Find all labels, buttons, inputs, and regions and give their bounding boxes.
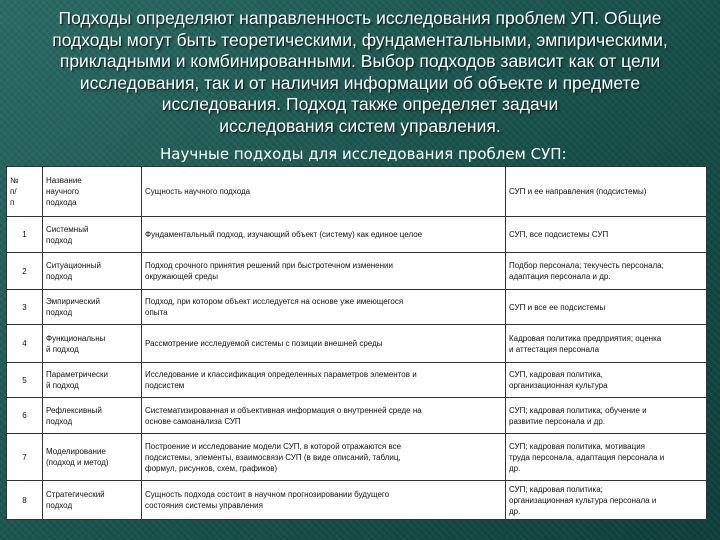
approach-essence-cell bbox=[142, 290, 506, 325]
table-subtitle: Научные подходы для исследования проблем СУП: bbox=[160, 145, 567, 163]
approach-essence-cell-text: Подход, при котором объект исследуется на основе уже имеющегося bbox=[145, 297, 404, 306]
header-essence-cell-text: Сущность научного подхода bbox=[145, 187, 251, 196]
sup-subsystems-cell-text: труда персонала, адаптация персонала и bbox=[509, 452, 665, 462]
approach-name-cell-text: Стратегический bbox=[46, 490, 105, 499]
approach-name-cell bbox=[43, 398, 142, 434]
row-number-cell: 8 bbox=[7, 481, 43, 520]
approach-name-cell-text: Функциональны bbox=[46, 333, 106, 343]
sup-subsystems-cell-text: адаптация персонала и др. bbox=[509, 272, 611, 281]
sup-subsystems-cell bbox=[506, 363, 707, 398]
approach-essence-cell bbox=[142, 434, 506, 481]
approach-name-cell bbox=[43, 217, 142, 253]
approach-essence-cell-text: Рассмотрение исследуемой системы с позиции внешней среды bbox=[145, 339, 383, 348]
table-header-row bbox=[7, 167, 707, 217]
sup-subsystems-cell-text: др. bbox=[509, 506, 521, 516]
approach-name-cell-text: Параметрически bbox=[46, 370, 108, 379]
approach-name-cell-text: Ситуационный bbox=[46, 261, 101, 270]
approach-essence-cell-text: Систематизированная и объективная информация о внутренней среде на bbox=[145, 405, 422, 415]
table-row bbox=[7, 481, 707, 520]
approaches-table-container bbox=[6, 166, 706, 519]
sup-subsystems-cell bbox=[506, 217, 707, 253]
approach-essence-cell-text: подсистемы, элементы, взаимосвязи СУП (в виде описаний, таблиц, bbox=[145, 452, 401, 462]
header-essence-cell bbox=[142, 167, 506, 217]
sup-subsystems-cell bbox=[506, 325, 707, 363]
approach-essence-cell bbox=[142, 481, 506, 520]
heading-line: исследования, так и от наличия информации об объекте и предмете bbox=[79, 72, 641, 93]
approach-name-cell bbox=[43, 363, 142, 398]
approach-essence-cell bbox=[142, 325, 506, 363]
approach-name-cell-text: й подход bbox=[46, 381, 79, 390]
sup-subsystems-cell-text: организационная культура персонала и bbox=[509, 495, 657, 505]
approach-essence-cell-text: опыта bbox=[145, 308, 168, 317]
sup-subsystems-cell-text: СУП, кадровая политика, bbox=[509, 370, 603, 379]
header-num-cell bbox=[7, 167, 43, 217]
row-number-cell: 5 bbox=[7, 363, 43, 398]
sup-subsystems-cell-text: др. bbox=[509, 463, 521, 473]
sup-subsystems-cell-text: организационная культура bbox=[509, 381, 608, 390]
approach-essence-cell-text: окружающей среды bbox=[145, 272, 218, 281]
heading-line: подходы могут быть теоретическими, фундаментальными, эмпирическими, bbox=[52, 29, 668, 50]
approach-name-cell-text: Эмпирический bbox=[46, 297, 100, 306]
slide-heading bbox=[20, 8, 700, 137]
row-number-cell: 2 bbox=[7, 253, 43, 290]
sup-subsystems-cell-text: СУП; кадровая политика; bbox=[509, 484, 603, 494]
approach-essence-cell-text: Сущность подхода состоит в научном прогнозировании будущего bbox=[145, 490, 390, 499]
approach-name-cell-text: подход bbox=[46, 272, 73, 281]
approach-essence-cell-text: состояния системы управления bbox=[145, 501, 263, 510]
approach-essence-cell bbox=[142, 363, 506, 398]
approach-name-cell-text: й подход bbox=[46, 344, 79, 354]
approach-essence-cell-text: основе самоанализа СУП bbox=[145, 416, 241, 426]
table-row bbox=[7, 253, 707, 290]
approach-name-cell-text: Моделирование bbox=[46, 447, 106, 456]
approach-essence-cell-text: Фундаментальный подход, изучающий объект (систему) как единое целое bbox=[145, 230, 423, 239]
sup-subsystems-cell-text: развитие персонала и др. bbox=[509, 416, 606, 426]
table-row bbox=[7, 290, 707, 325]
heading-line: Подходы определяют направленность исследования проблем УП. Общие bbox=[58, 8, 662, 28]
table-row bbox=[7, 363, 707, 398]
approach-name-cell bbox=[43, 253, 142, 290]
sup-subsystems-cell bbox=[506, 434, 707, 481]
heading-line: исследования. Подход также определяет задачи bbox=[161, 94, 559, 114]
approach-essence-cell bbox=[142, 253, 506, 290]
header-name-cell-text: подхода bbox=[46, 198, 77, 207]
approach-name-cell-text: подход bbox=[46, 235, 73, 245]
sup-subsystems-cell bbox=[506, 253, 707, 290]
approach-name-cell bbox=[43, 290, 142, 325]
header-name-cell bbox=[43, 167, 142, 217]
sup-subsystems-cell-text: и аттестация персонала bbox=[509, 344, 600, 354]
approach-essence-cell bbox=[142, 217, 506, 253]
header-name-cell-text: научного bbox=[46, 187, 80, 196]
approach-essence-cell-text: Построение и исследование модели СУП, в которой отражаются все bbox=[145, 441, 402, 451]
table-row bbox=[7, 217, 707, 253]
approach-name-cell bbox=[43, 325, 142, 363]
table-row bbox=[7, 398, 707, 434]
sup-subsystems-cell bbox=[506, 290, 707, 325]
header-name-cell-text: Название bbox=[46, 176, 82, 185]
approach-essence-cell bbox=[142, 398, 506, 434]
approach-name-cell bbox=[43, 434, 142, 481]
sup-subsystems-cell bbox=[506, 398, 707, 434]
table-row bbox=[7, 434, 707, 481]
row-number-cell: 7 bbox=[7, 434, 43, 481]
heading-line: прикладными и комбинированными. Выбор подходов зависит как от цели bbox=[59, 51, 661, 71]
approach-essence-cell-text: подсистем bbox=[145, 381, 185, 390]
row-number-cell: 3 bbox=[7, 290, 43, 325]
approach-essence-cell-text: Исследование и классификация определенных параметров элементов и bbox=[145, 370, 417, 379]
approach-essence-cell-text: Подход срочного принятия решений при быстротечном изменении bbox=[145, 261, 393, 270]
sup-subsystems-cell-text: СУП, все подсистемы СУП bbox=[509, 230, 609, 239]
header-sup-cell-text: СУП и ее направления (подсистемы) bbox=[509, 187, 647, 196]
header-num-cell-text: № bbox=[10, 176, 19, 185]
header-num-cell-text: п bbox=[10, 198, 15, 207]
header-num-cell-text: п/ bbox=[10, 187, 17, 196]
sup-subsystems-cell-text: Подбор персонала; текучесть персонала; bbox=[509, 261, 664, 270]
row-number-cell: 6 bbox=[7, 398, 43, 434]
row-number-cell: 4 bbox=[7, 325, 43, 363]
approach-name-cell bbox=[43, 481, 142, 520]
approach-name-cell-text: (подход и метод) bbox=[46, 458, 109, 467]
sup-subsystems-cell-text: СУП; кадровая политика, мотивация bbox=[509, 441, 645, 451]
table-row bbox=[7, 325, 707, 363]
sup-subsystems-cell bbox=[506, 481, 707, 520]
sup-subsystems-cell-text: СУП; кадровая политика; обучение и bbox=[509, 405, 647, 415]
approach-name-cell-text: Системный bbox=[46, 224, 89, 234]
header-sup-cell bbox=[506, 167, 707, 217]
approach-name-cell-text: подход bbox=[46, 501, 73, 510]
approach-name-cell-text: подход bbox=[46, 308, 73, 317]
sup-subsystems-cell-text: СУП и все ее подсистемы bbox=[509, 302, 606, 312]
approaches-table bbox=[6, 166, 707, 520]
sup-subsystems-cell-text: Кадровая политика предприятия; оценка bbox=[509, 333, 662, 343]
row-number-cell: 1 bbox=[7, 217, 43, 253]
approach-name-cell-text: подход bbox=[46, 416, 73, 426]
approach-name-cell-text: Рефлексивный bbox=[46, 405, 102, 415]
heading-line: исследования систем управления. bbox=[219, 115, 501, 136]
approach-essence-cell-text: формул, рисунков, схем, графиков) bbox=[145, 463, 278, 473]
